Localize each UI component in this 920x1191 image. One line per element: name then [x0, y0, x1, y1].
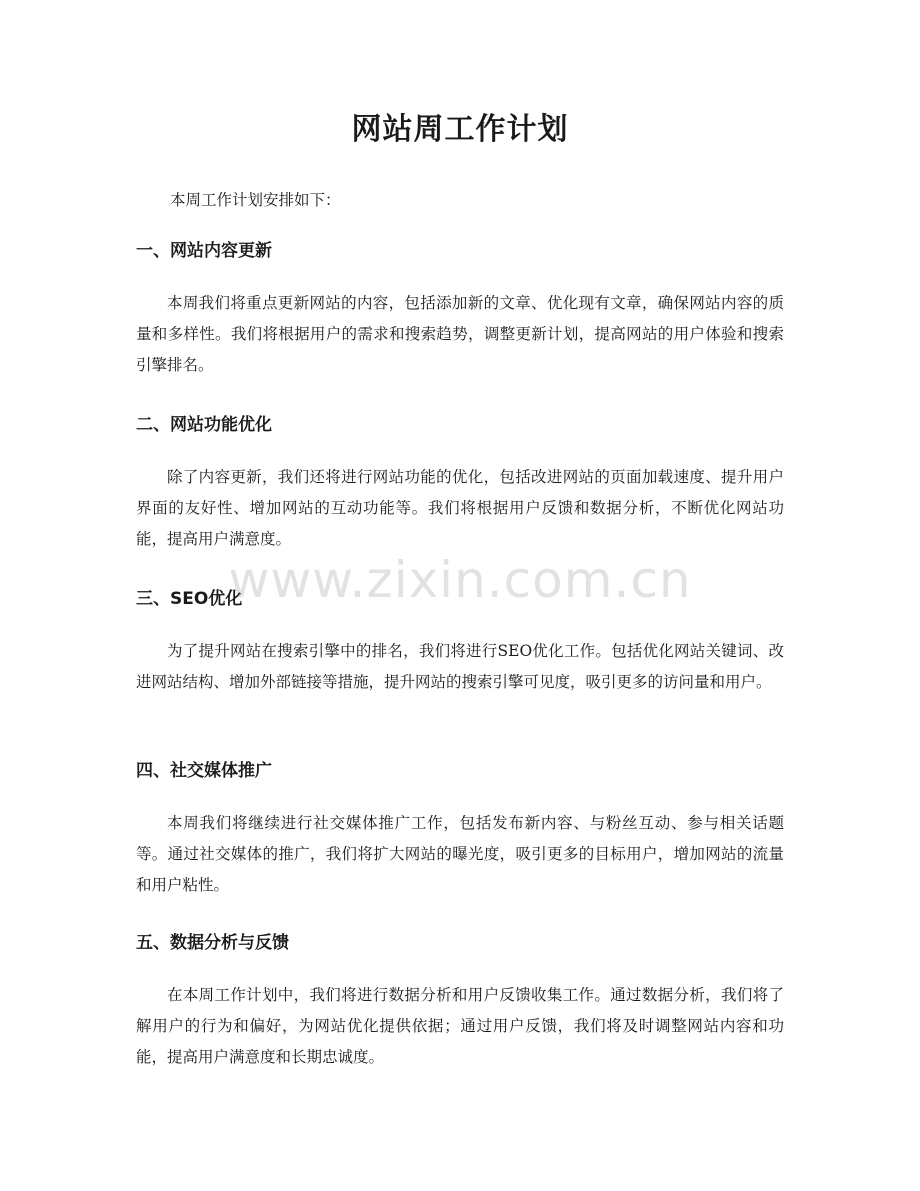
section-seo [136, 586, 784, 698]
section-body: 除了内容更新，我们还将进行网站功能的优化，包括改进网站的页面加载速度、提升用户界面的友好性、增加网站的互动功能等。我们将根据用户反馈和数据分析，不断优化网站功能，提高用户满意度。 [136, 468, 784, 548]
section-heading: 一、网站内容更新 [136, 241, 272, 261]
section-body: 本周我们将继续进行社交媒体推广工作，包括发布新内容、与粉丝互动、参与相关话题等。通过社交媒体的推广，我们将扩大网站的曝光度，吸引更多的目标用户，增加网站的流量和用户粘性。 [136, 814, 784, 894]
section-heading: 三、SEO优化 [136, 589, 243, 609]
section-heading: 四、社交媒体推广 [136, 761, 272, 781]
section-body: 本周我们将重点更新网站的内容，包括添加新的文章、优化现有文章，确保网站内容的质量和多样性。我们将根据用户的需求和搜索趋势，调整更新计划，提高网站的用户体验和搜索引擎排名。 [136, 294, 784, 374]
section-social-media [136, 758, 784, 901]
watermark: www.zixin.com.cn [228, 551, 692, 609]
section-heading: 五、数据分析与反馈 [136, 933, 289, 953]
section-data-analysis [136, 930, 784, 1073]
section-heading: 二、网站功能优化 [136, 415, 272, 435]
section-content-update [136, 238, 784, 381]
section-function-optimization [136, 412, 784, 555]
page-title: 网站周工作计划 [351, 112, 569, 147]
section-body: 为了提升网站在搜索引擎中的排名，我们将进行SEO优化工作。包括优化网站关键词、改进网站结构、增加外部链接等措施，提升网站的搜索引擎可见度，吸引更多的访问量和用户。 [136, 642, 784, 691]
section-body: 在本周工作计划中，我们将进行数据分析和用户反馈收集工作。通过数据分析，我们将了解用户的行为和偏好，为网站优化提供依据；通过用户反馈，我们将及时调整网站内容和功能，提高用户满意度和长期忠诚度。 [136, 986, 784, 1066]
intro-text: 本周工作计划安排如下： [170, 191, 341, 209]
